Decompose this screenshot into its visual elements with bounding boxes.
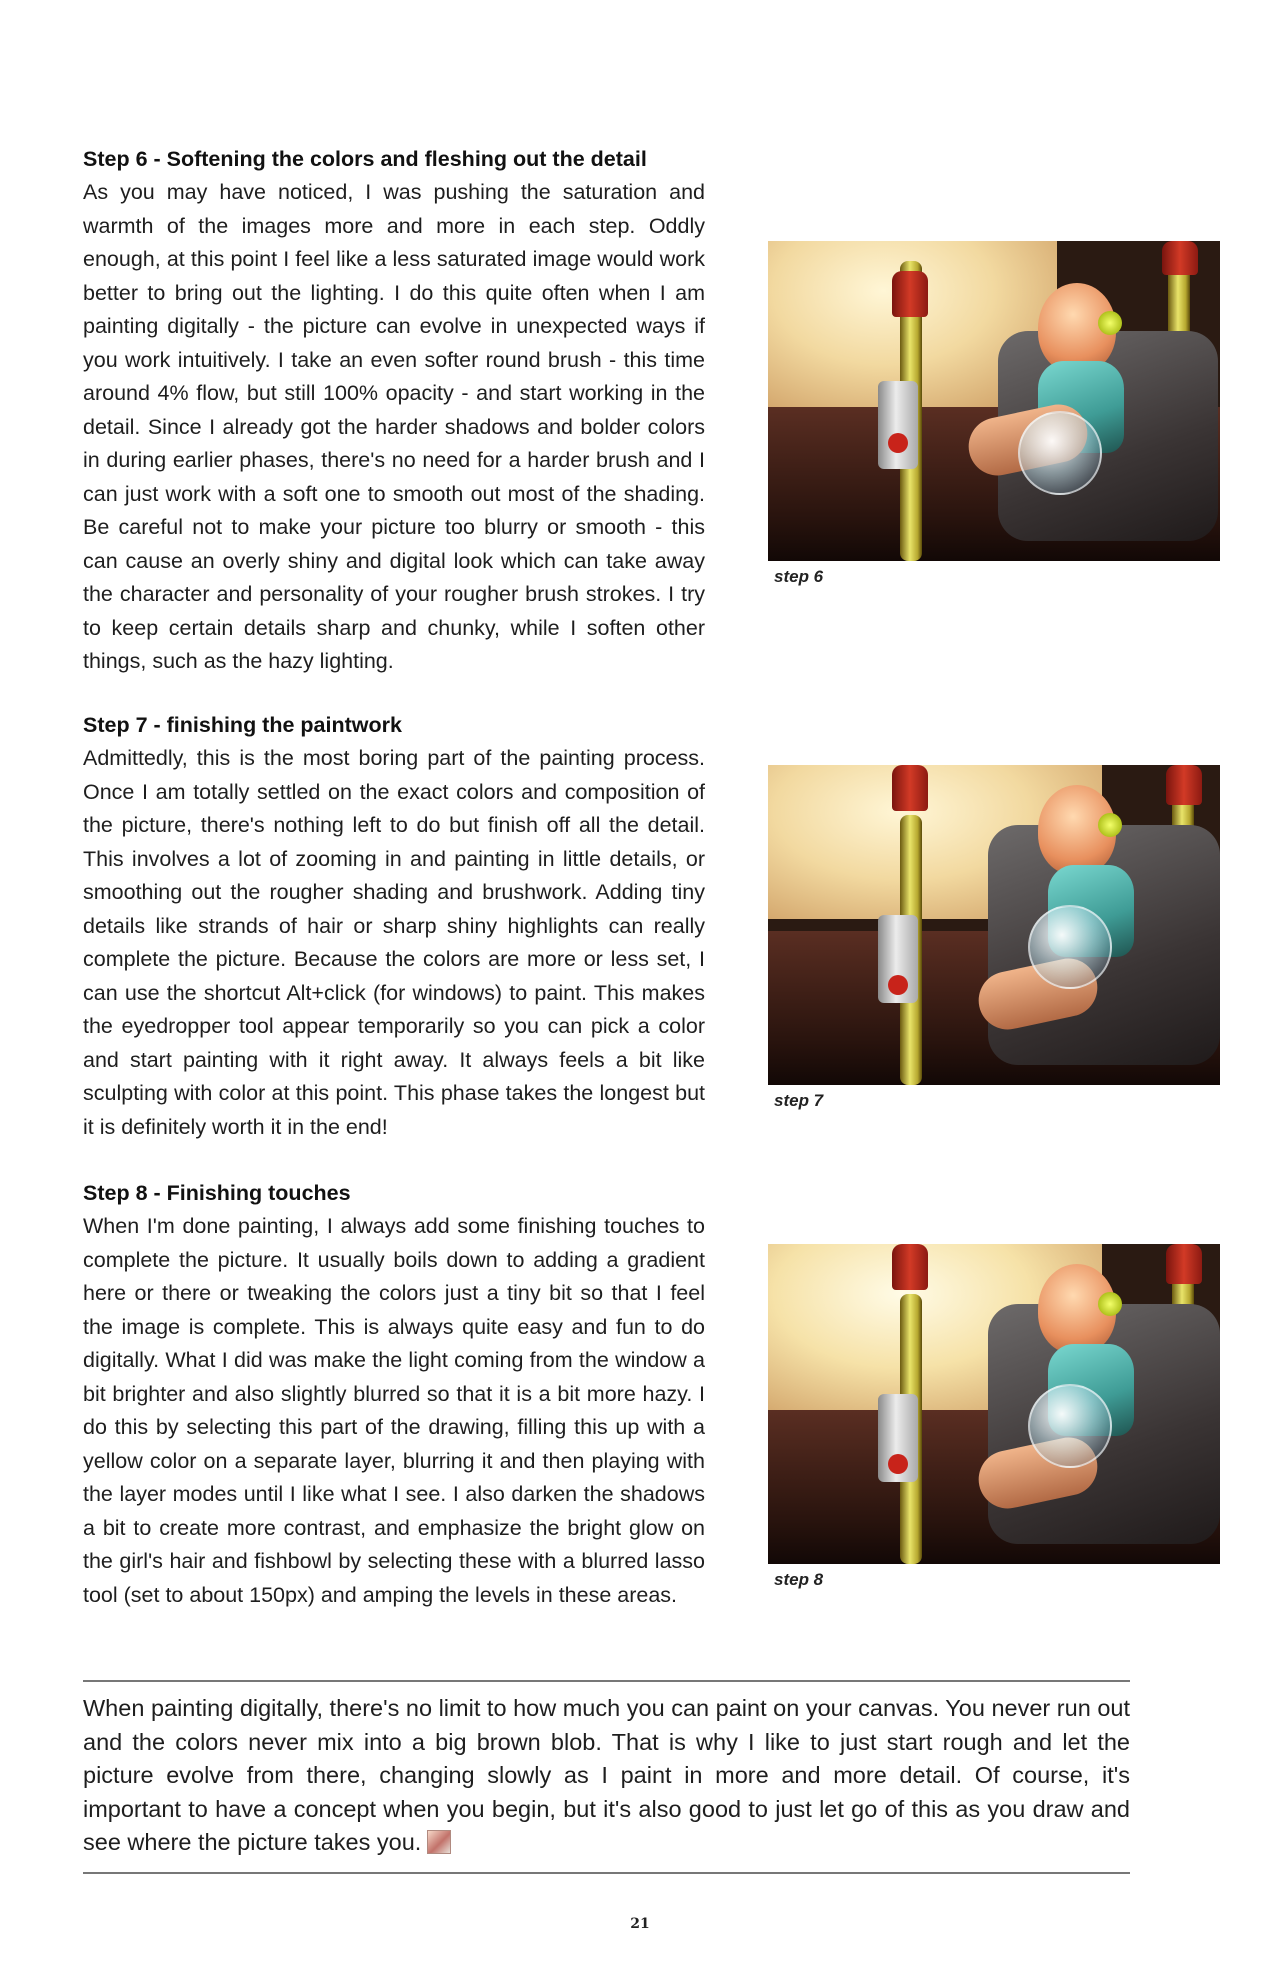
step-7-figure — [768, 765, 1220, 1111]
bottom-divider — [83, 1872, 1130, 1874]
step-6-caption: step 6 — [774, 567, 824, 586]
thumbnail-icon — [427, 1830, 451, 1854]
step-7-section — [83, 709, 705, 1144]
step-7-illustration — [768, 765, 1220, 1085]
step-8-caption: step 8 — [774, 1570, 824, 1589]
page-number: 21 — [630, 1916, 650, 1932]
step-7-heading: Step 7 - finishing the paintwork — [83, 713, 402, 737]
step-8-figure — [768, 1244, 1220, 1590]
closing-paragraph — [83, 1692, 1130, 1860]
step-6-section — [83, 143, 705, 679]
step-8-body: When I'm done painting, I always add some finishing touches to complete the picture. It usually boils down to adding a gradient here or there or tweaking the colors just a tiny bit so that I feel the image is complete. This is always quite easy and fun to do digitally. What I did was make the light coming from the window a bit brighter and also slightly blurred so that it is a bit more hazy. I do this by selecting this part of the drawing, filling this up with a yellow color on a separate layer, blurring it and then playing with the layer modes until I like what I see. I also darken the shadows a bit to create more contrast, and emphasize the bright glow on the girl's hair and fishbowl by selecting these with a blurred lasso tool (set to about 150px) and amping the levels in these areas. — [83, 1214, 705, 1607]
step-8-heading: Step 8 - Finishing touches — [83, 1181, 351, 1205]
closing-text: When painting digitally, there's no limit to how much you can paint on your canvas. You never run out and the colors never mix into a big brown blob. That is why I like to just start rough and let the picture evolve from there, changing slowly as I paint in more and more detail. Of course, it's important to have a concept when you begin, but it's also good to just let go of this as you draw and see where the picture takes you. — [83, 1695, 1130, 1855]
step-7-caption: step 7 — [774, 1091, 824, 1110]
step-6-heading: Step 6 - Softening the colors and fleshing out the detail — [83, 147, 647, 171]
step-8-illustration — [768, 1244, 1220, 1564]
top-divider — [83, 1680, 1130, 1682]
step-6-figure — [768, 241, 1220, 587]
step-6-body: As you may have noticed, I was pushing the saturation and warmth of the images more and more in each step. Oddly enough, at this point I feel like a less saturated image would work better to bring out the lighting. I do this quite often when I am painting digitally - the picture can evolve in unexpected ways if you work intuitively. I take an even softer round brush - this time around 4% flow, but still 100% opacity - and start working in the detail. Since I already got the harder shadows and bolder colors in during earlier phases, there's no need for a harder brush and I can just work with a soft one to smooth out most of the shading. Be careful not to make your picture too blurry or smooth - this can cause an overly shiny and digital look which can take away the character and personality of your rougher brush strokes. I try to keep certain details sharp and chunky, while I soften other things, such as the hazy lighting. — [83, 180, 705, 673]
step-6-illustration — [768, 241, 1220, 561]
step-7-body: Admittedly, this is the most boring part of the painting process. Once I am totally settled on the exact colors and composition of the picture, there's nothing left to do but finish off all the detail. This involves a lot of zooming in and painting in little details, or smoothing out the rougher shading and brushwork. Adding tiny details like strands of hair or sharp shiny highlights can really complete the picture. Because the colors are more or less set, I can use the shortcut Alt+click (for windows) to paint. This makes the eyedropper tool appear temporarily so you can pick a color and start painting with it right away. It always feels a bit like sculpting with color at this point. This phase takes the longest but it is definitely worth it in the end! — [83, 746, 705, 1139]
step-8-section — [83, 1177, 705, 1612]
